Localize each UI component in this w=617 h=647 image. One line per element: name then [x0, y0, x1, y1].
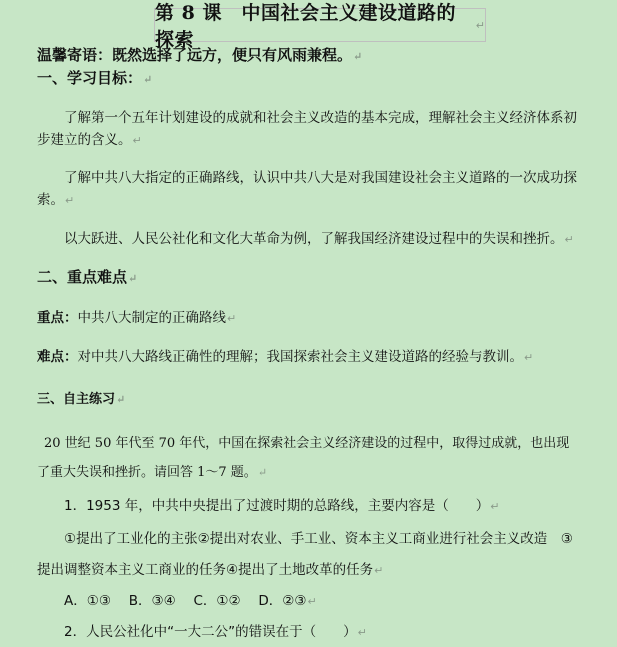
- paragraph-mark-icon: ↵: [65, 194, 75, 207]
- goal-1-line-2-text: 步建立的含义。: [37, 132, 132, 148]
- section-heading-practice: [37, 388, 125, 407]
- goal-3: [64, 227, 574, 247]
- question-1-options-line-1: ①提出了工业化的主张②提出对农业、手工业、资本主义工商业进行社会主义改造 ③: [64, 531, 573, 547]
- paragraph-mark-icon: ↵: [227, 312, 237, 325]
- motto: [37, 44, 362, 65]
- section-heading-key-points: [37, 266, 137, 287]
- paragraph-mark-icon: ↵: [116, 393, 126, 406]
- paragraph-mark-icon: ↵: [307, 595, 317, 608]
- key-point: [37, 306, 236, 326]
- goal-3-text: 以大跃进、人民公社化和文化大革命为例，了解我国经济建设过程中的失误和挫折。: [64, 231, 564, 247]
- paragraph-mark-icon: ↵: [357, 626, 367, 639]
- paragraph-mark-icon: ↵: [475, 18, 485, 32]
- paragraph-mark-icon: ↵: [128, 272, 138, 285]
- paragraph-mark-icon: ↵: [524, 351, 534, 364]
- question-1-text: 1．1953 年，中共中央提出了过渡时期的总路线，主要内容是（ ）: [64, 498, 490, 514]
- difficult-point: [37, 345, 533, 365]
- section-heading-text: 二、重点难点: [37, 268, 128, 286]
- paragraph-mark-icon: ↵: [490, 500, 500, 513]
- section-heading-text: 一、学习目标：: [37, 69, 143, 87]
- lesson-title-box: [154, 2, 486, 51]
- paragraph-mark-icon: ↵: [374, 564, 384, 577]
- goal-2-line-1: 了解中共八大指定的正确路线，认识中共八大是对我国建设社会主义道路的一次成功探: [64, 170, 577, 186]
- question-1-choices: [64, 589, 317, 609]
- paragraph-mark-icon: ↵: [564, 233, 574, 246]
- question-2-text: 2．人民公社化中“一大二公”的错误在于（ ）: [64, 624, 357, 640]
- question-1-options-line-2-text: 提出调整资本主义工商业的任务④提出了土地改革的任务: [37, 562, 374, 578]
- question-2: [64, 620, 367, 640]
- goal-2-line-2-text: 索。: [37, 192, 64, 208]
- key-point-text: 中共八大制定的正确路线: [77, 310, 226, 326]
- difficult-point-text: 对中共八大路线正确性的理解；我国探索社会主义建设道路的经验与教训。: [77, 349, 523, 365]
- paragraph-mark-icon: ↵: [257, 466, 268, 479]
- motto-text: 温馨寄语：既然选择了远方，便只有风雨兼程。: [37, 46, 353, 64]
- paragraph-mark-icon: ↵: [353, 50, 363, 63]
- difficult-point-label: 难点：: [37, 349, 78, 365]
- practice-intro-line-1: 20 世纪 50 年代至 70 年代，中国在探索社会主义经济建设的过程中，取得过成就，也出现: [44, 436, 570, 451]
- goal-2-line-2: [37, 188, 74, 208]
- lesson-title: 第 8 课 中国社会主义建设道路的探索: [155, 2, 456, 51]
- paragraph-mark-icon: ↵: [132, 134, 142, 147]
- section-heading-goals: [37, 67, 152, 88]
- paragraph-mark-icon: ↵: [143, 73, 153, 86]
- practice-intro-line-2-text: 了重大失误和挫折。请回答 1～7 题。: [37, 465, 257, 480]
- question-1: [64, 494, 499, 514]
- question-1-options-line-2: [37, 558, 383, 578]
- practice-intro-line-2: [37, 461, 267, 480]
- question-1-choices-text: A．①③ B．③④ C．①② D．②③: [64, 593, 307, 609]
- goal-1-line-2: [37, 128, 142, 148]
- key-point-label: 重点：: [37, 310, 78, 326]
- section-heading-text: 三、自主练习: [37, 392, 116, 407]
- goal-1-line-1: 了解第一个五年计划建设的成就和社会主义改造的基本完成，理解社会主义经济体系初: [64, 110, 577, 126]
